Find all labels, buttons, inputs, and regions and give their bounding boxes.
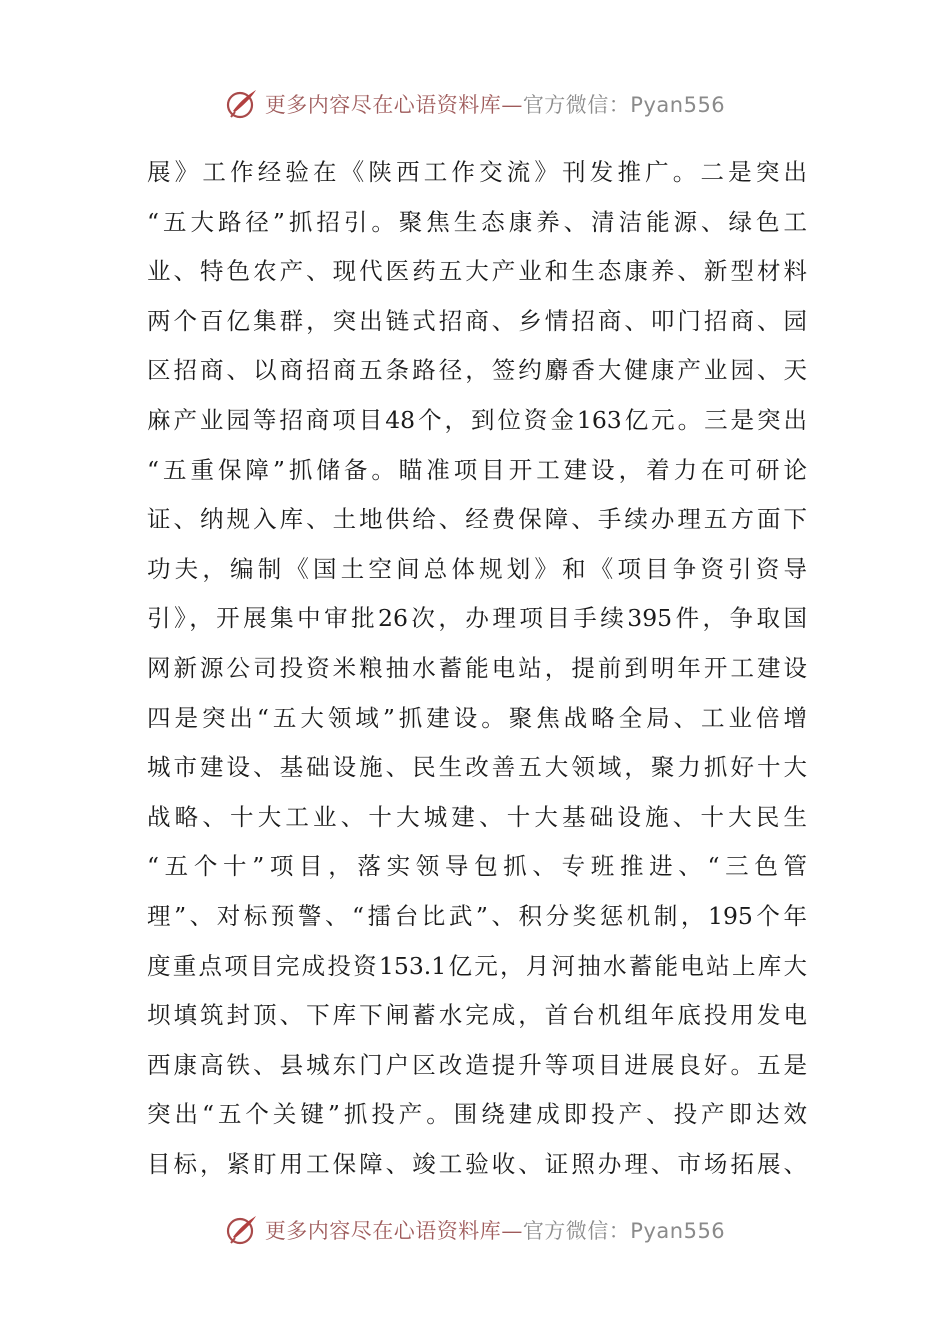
body-line: 度重点项目完成投资153.1亿元，月河抽水蓄能电站上库大 — [147, 951, 807, 980]
body-line: 目标，紧盯用工保障、竣工验收、证照办理、市场拓展、 — [147, 1149, 807, 1178]
body-line: 四是突出“五大领域”抓建设。聚焦战略全局、工业倍增 — [147, 703, 807, 732]
body-line: 引》，开展集中审批26次，办理项目手续395件，争取国 — [147, 604, 807, 633]
quill-seal-icon — [225, 87, 259, 121]
quill-seal-icon — [225, 1213, 259, 1247]
body-line: 战略、十大工业、十大城建、十大基础设施、十大民生 — [147, 802, 807, 831]
body-line: 证、纳规入库、土地供给、经费保障、手续办理五方面下 — [147, 505, 807, 534]
header-brand — [265, 89, 725, 119]
body-line: 两个百亿集群，突出链式招商、乡情招商、叩门招商、园 — [147, 306, 807, 335]
body-line: 功夫，编制《国土空间总体规划》和《项目争资引资导 — [147, 554, 807, 583]
body-line: 麻产业园等招商项目48个，到位资金163亿元。三是突出 — [147, 405, 807, 434]
body-line: 业、特色农产、现代医药五大产业和生态康养、新型材料 — [147, 257, 807, 286]
body-line: 突出“五个关键”抓投产。围绕建成即投产、投产即达效 — [147, 1100, 807, 1129]
footer-watermark — [0, 1208, 950, 1252]
body-line: 西康高铁、县城东门户区改造提升等项目进展良好。五是 — [147, 1050, 807, 1079]
header-brand-text: 更多内容尽在心语资料库 — [264, 93, 502, 117]
body-line: 区招商、以商招商五条路径，签约麝香大健康产业园、天 — [147, 356, 807, 385]
header-watermark — [0, 82, 950, 126]
body-line: 展》工作经验在《陕西工作交流》刊发推广。二是突出 — [147, 158, 807, 186]
body-line: “五个十”项目，落实领导包抓、专班推进、“三色管 — [147, 852, 807, 881]
footer-brand — [265, 1215, 725, 1245]
document-body — [147, 148, 807, 1189]
body-line: 城市建设、基础设施、民生改善五大领域，聚力抓好十大 — [147, 753, 807, 782]
header-contact: 官方微信：Pyan556 — [522, 93, 726, 117]
footer-contact: 官方微信：Pyan556 — [522, 1219, 726, 1243]
body-line: “五重保障”抓储备。瞄准项目开工建设，着力在可研论 — [147, 455, 807, 484]
header-dash: — — [501, 93, 523, 117]
body-line: 理”、对标预警、“擂台比武”、积分奖惩机制，195个年 — [147, 901, 807, 930]
body-line: 坝填筑封顶、下库下闸蓄水完成，首台机组年底投用发电 — [147, 1001, 807, 1030]
footer-brand-text: 更多内容尽在心语资料库 — [264, 1219, 502, 1243]
footer-dash: — — [501, 1219, 523, 1243]
body-line: “五大路径”抓招引。聚焦生态康养、清洁能源、绿色工 — [147, 207, 807, 236]
body-line: 网新源公司投资米粮抽水蓄能电站，提前到明年开工建设 — [147, 653, 807, 682]
